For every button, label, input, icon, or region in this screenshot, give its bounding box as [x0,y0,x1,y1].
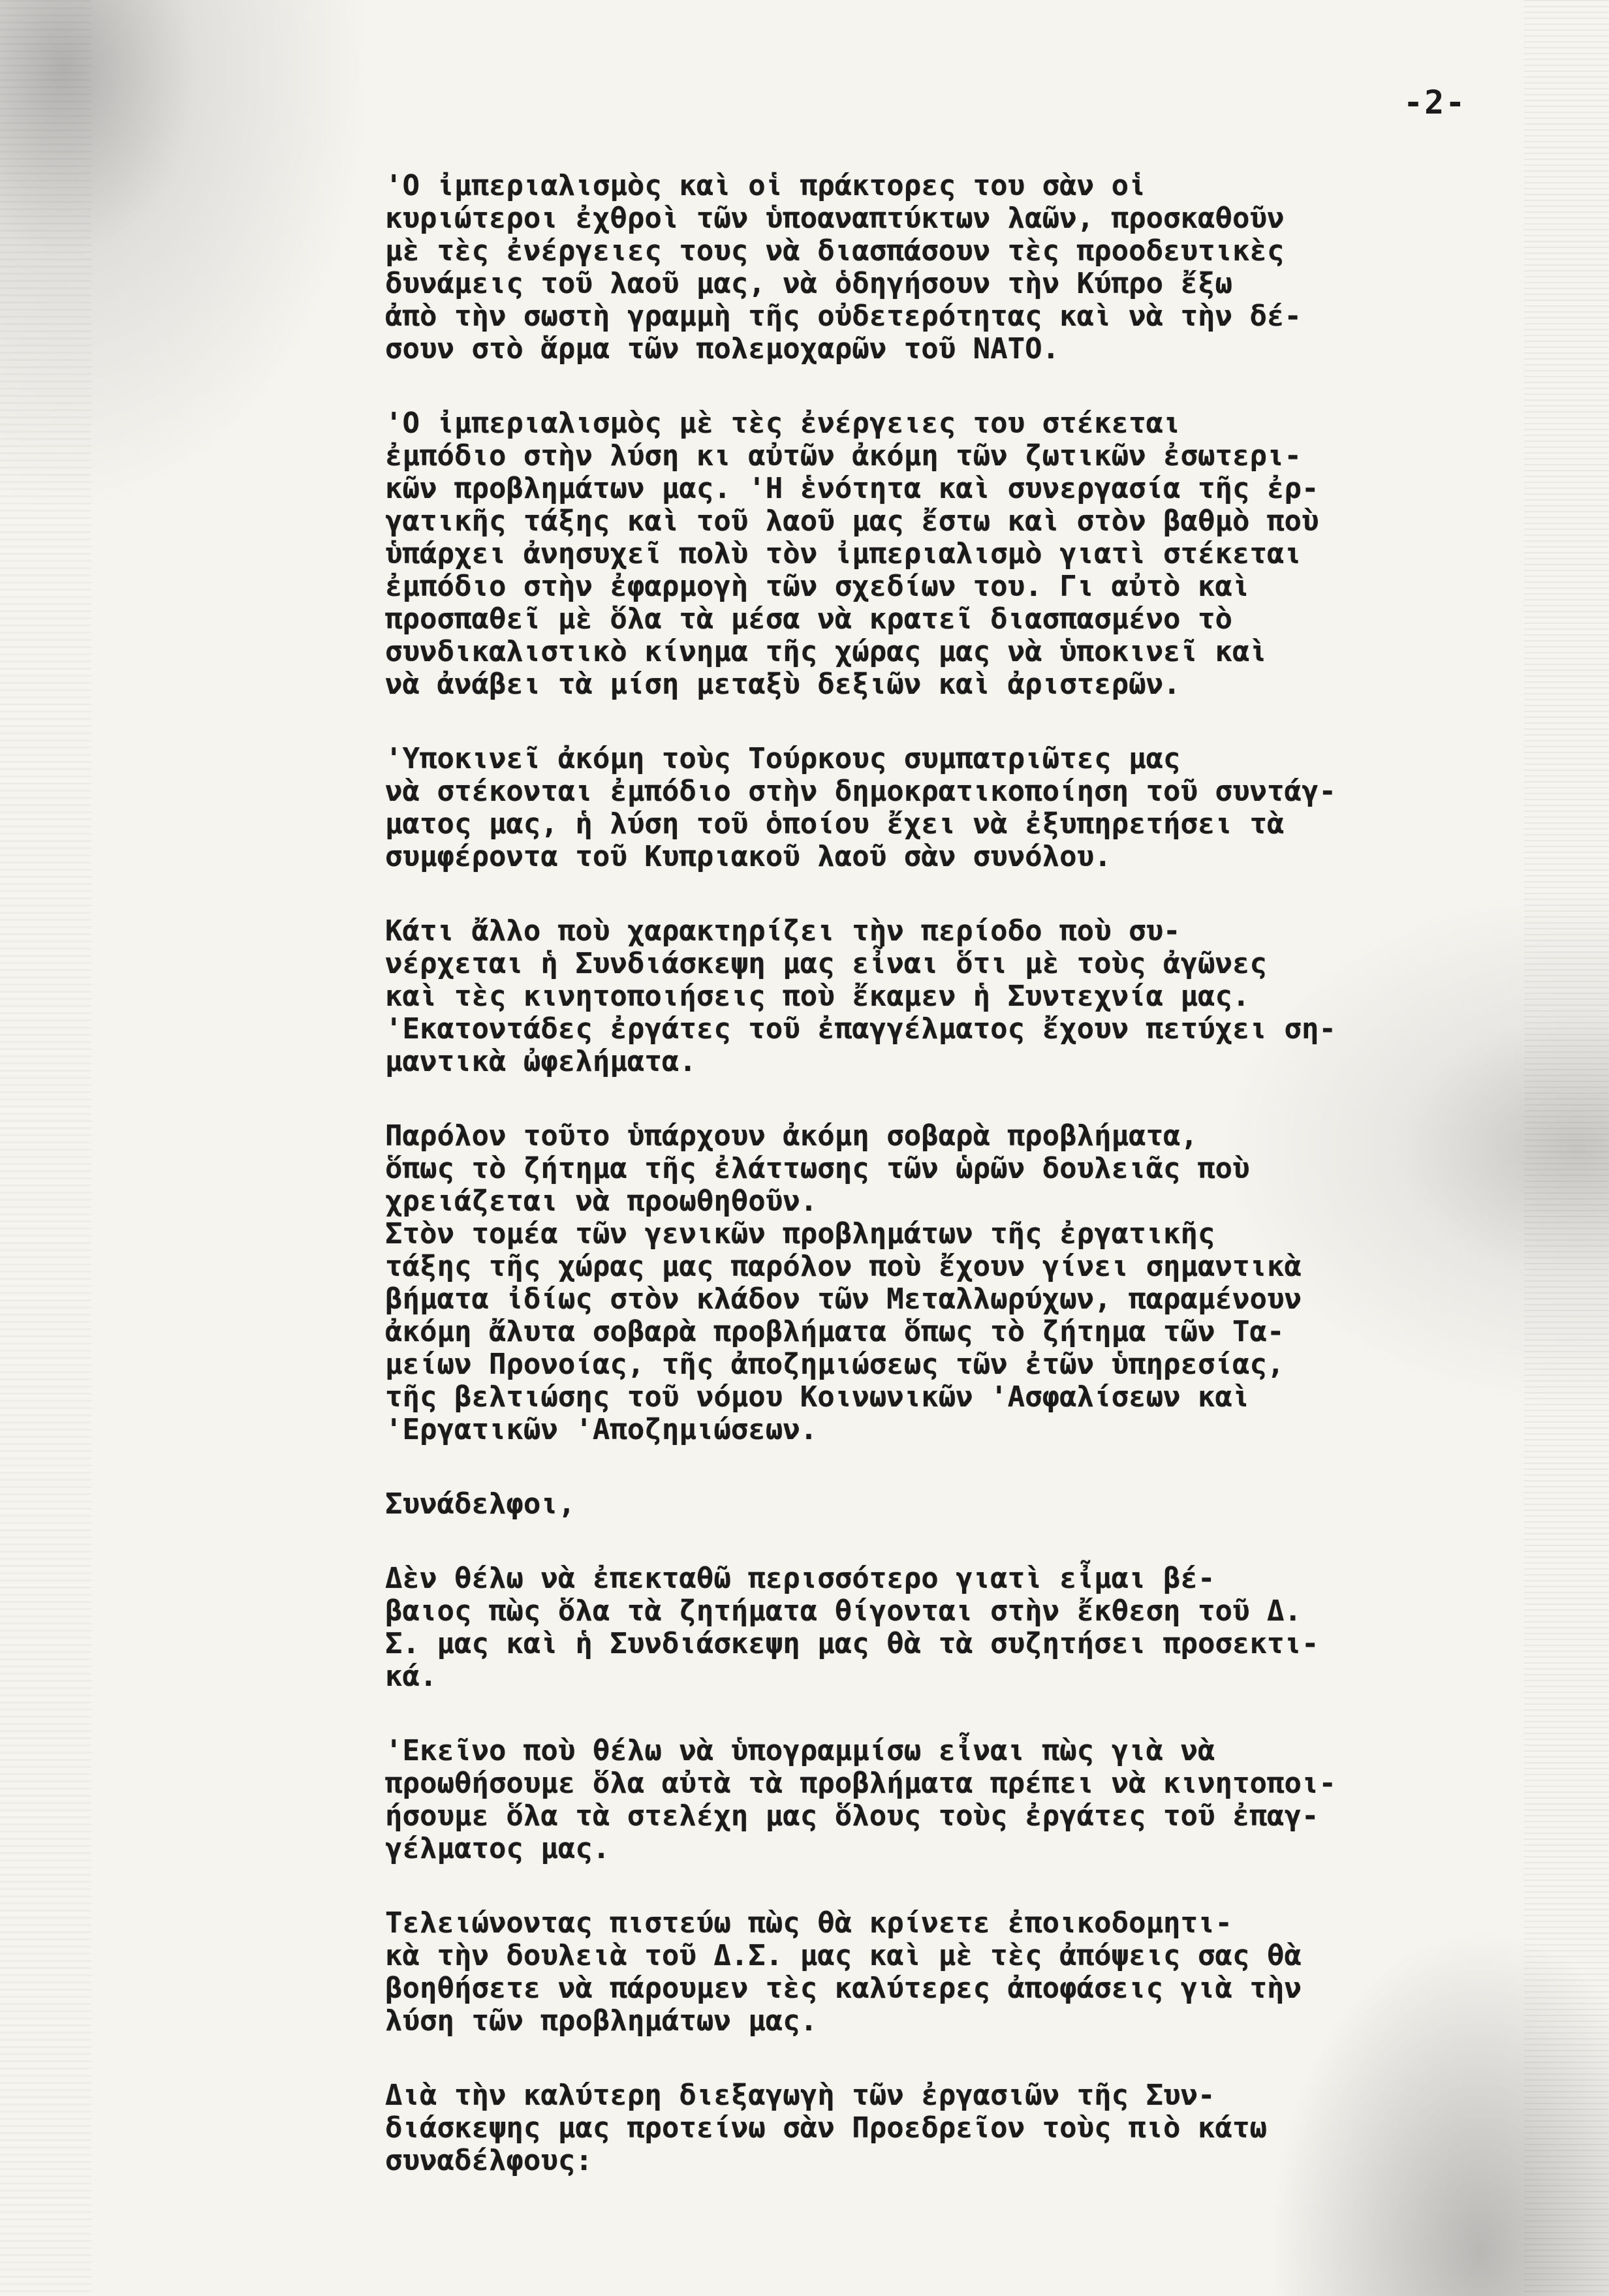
text-line: Στὸν τομέα τῶν γενικῶν προβλημάτων τῆς ἐργατικῆς [385,1217,1215,1250]
text-line: 'Ο ἰμπεριαλισμὸς μὲ τὲς ἐνέργειες του στέκεται [385,407,1181,440]
document-body [385,170,1495,2219]
text-line: ἀπὸ τὴν σωστὴ γραμμὴ τῆς οὐδετερότητας καὶ νὰ τὴν δέ- [385,300,1302,333]
text-line: νὰ στέκονται ἐμπόδιο στὴν δημοκρατικοποίηση τοῦ συντάγ- [385,775,1336,808]
text-line: κυριώτεροι ἐχθροὶ τῶν ὑποαναπτύκτων λαῶν, προσκαθοῦν [385,202,1285,235]
paragraph-p9 [385,2079,1495,2177]
text-line: μαντικὰ ὠφελήματα. [385,1045,696,1078]
text-line: δυνάμεις τοῦ λαοῦ μας, νὰ ὁδηγήσουν τὴν Κύπρο ἔξω [385,267,1233,300]
text-line: ἀκόμη ἄλυτα σοβαρὰ προβλήματα ὅπως τὸ ζήτημα τῶν Τα- [385,1315,1285,1348]
text-line: νὰ ἀνάβει τὰ μίση μεταξὺ δεξιῶν καὶ ἀριστερῶν. [385,668,1181,701]
text-line: μείων Προνοίας, τῆς ἀποζημιώσεως τῶν ἐτῶν ὑπηρεσίας, [385,1348,1285,1381]
text-line: ήσουμε ὅλα τὰ στελέχη μας ὅλους τοὺς ἐργάτες τοῦ ἐπαγ- [385,1799,1319,1833]
text-line: λύση τῶν προβλημάτων μας. [385,2004,818,2038]
text-line: 'Υποκινεῖ ἀκόμη τοὺς Τούρκους συμπατριῶτες μας [385,742,1181,775]
text-line: συμφέροντα τοῦ Κυπριακοῦ λαοῦ σὰν συνόλου. [385,840,1112,873]
text-line: ματος μας, ἡ λύση τοῦ ὁποίου ἔχει νὰ ἐξυπηρετήσει τὰ [385,807,1285,841]
text-line: ἐμπόδιο στὴν ἐφαρμογὴ τῶν σχεδίων του. Γι αὐτὸ καὶ [385,570,1250,603]
text-line: Παρόλον τοῦτο ὑπάρχουν ἀκόμη σοβαρὰ προβλήματα, [385,1119,1198,1153]
text-line: βοηθήσετε νὰ πάρουμεν τὲς καλύτερες ἀποφάσεις γιὰ τὴν [385,1972,1302,2005]
text-line: κά. [385,1660,437,1693]
text-line: τῆς βελτιώσης τοῦ νόμου Κοινωνικῶν 'Ασφαλίσεων καὶ [385,1380,1250,1414]
text-line: σουν στὸ ἅρμα τῶν πολεμοχαρῶν τοῦ ΝΑΤΟ. [385,332,1060,365]
text-line: 'Εργατικῶν 'Αποζημιώσεων. [385,1413,818,1446]
paragraph-p5 [385,1120,1495,1446]
salutation: Συνάδελφοι, [385,1487,576,1521]
text-line: 'Εκεῖνο ποὺ θέλω νὰ ὑπογραμμίσω εἶναι πὼς γιὰ νὰ [385,1734,1215,1767]
page-number: -2- [1403,84,1467,121]
text-line: βήματα ἰδίως στὸν κλάδον τῶν Μεταλλωρύχων, παραμένουν [385,1282,1302,1316]
text-line: βαιος πὼς ὅλα τὰ ζητήματα θίγονται στὴν ἔκθεση τοῦ Δ. [385,1594,1302,1628]
text-line: 'Εκατοντάδες ἐργάτες τοῦ ἐπαγγέλματος ἔχουν πετύχει ση- [385,1012,1336,1046]
text-line: Διὰ τὴν καλύτερη διεξαγωγὴ τῶν ἐργασιῶν τῆς Συν- [385,2079,1215,2112]
text-line: μὲ τὲς ἐνέργειες τους νὰ διασπάσουν τὲς προοδευτικὲς [385,234,1285,268]
text-line: Σ. μας καὶ ἡ Συνδιάσκεψη μας θὰ τὰ συζητήσει προσεκτι- [385,1627,1319,1660]
right-edge-scan-noise [1524,0,1609,2296]
text-line: νέρχεται ἡ Συνδιάσκεψη μας εἶναι ὅτι μὲ τοὺς ἀγῶνες [385,947,1268,980]
text-line: προσπαθεῖ μὲ ὅλα τὰ μέσα νὰ κρατεῖ διασπασμένο τὸ [385,602,1233,636]
text-line: ὑπάρχει ἀνησυχεῖ πολὺ τὸν ἰμπεριαλισμὸ γιατὶ στέκεται [385,537,1302,570]
text-line: γέλματος μας. [385,1832,610,1865]
closing-paragraphs [385,1562,1495,2177]
text-line: ὅπως τὸ ζήτημα τῆς ἐλάττωσης τῶν ὡρῶν δουλειᾶς ποὺ [385,1152,1250,1185]
text-line: τάξης τῆς χώρας μας παρόλον ποὺ ἔχουν γίνει σημαντικὰ [385,1250,1302,1283]
text-line: Δὲν θέλω νὰ ἐπεκταθῶ περισσότερο γιατὶ εἶμαι βέ- [385,1562,1215,1595]
paragraph-p3 [385,743,1495,873]
text-line: συνδικαλιστικὸ κίνημα τῆς χώρας μας νὰ ὑποκινεῖ καὶ [385,635,1268,668]
text-line: κῶν προβλημάτων μας. 'Η ἑνότητα καὶ συνεργασία τῆς ἐρ- [385,472,1319,505]
text-line: διάσκεψης μας προτείνω σὰν Προεδρεῖον τοὺς πιὸ κάτω [385,2111,1268,2145]
text-line: Τελειώνοντας πιστεύω πὼς θὰ κρίνετε ἐποικοδομητι- [385,1906,1233,1940]
left-edge-scan-noise [0,0,91,2296]
paragraph-p8 [385,1907,1495,2038]
paragraph-p2 [385,407,1495,701]
paragraph-p4 [385,915,1495,1078]
text-line: Κάτι ἄλλο ποὺ χαρακτηρίζει τὴν περίοδο ποὺ συ- [385,914,1181,948]
text-line: χρειάζεται νὰ προωθηθοῦν. [385,1185,818,1218]
text-line: ἐμπόδιο στὴν λύση κι αὐτῶν ἀκόμη τῶν ζωτικῶν ἐσωτερι- [385,439,1302,473]
text-line: καὶ τὲς κινητοποιήσεις ποὺ ἔκαμεν ἡ Συντεχνία μας. [385,980,1250,1013]
paragraph-p7 [385,1735,1495,1865]
text-line: προωθήσουμε ὅλα αὐτὰ τὰ προβλήματα πρέπει νὰ κινητοποι- [385,1767,1336,1800]
body-paragraphs [385,170,1495,1446]
text-line: κὰ τὴν δουλειὰ τοῦ Δ.Σ. μας καὶ μὲ τὲς ἀπόψεις σας θὰ [385,1939,1302,1972]
text-line: συναδέλφους: [385,2144,593,2177]
paragraph-p6 [385,1562,1495,1693]
text-line: γατικῆς τάξης καὶ τοῦ λαοῦ μας ἔστω καὶ στὸν βαθμὸ ποὺ [385,504,1319,538]
paragraph-p1 [385,170,1495,365]
text-line: 'Ο ἰμπεριαλισμὸς καὶ οἱ πράκτορες του σὰν οἱ [385,169,1146,202]
